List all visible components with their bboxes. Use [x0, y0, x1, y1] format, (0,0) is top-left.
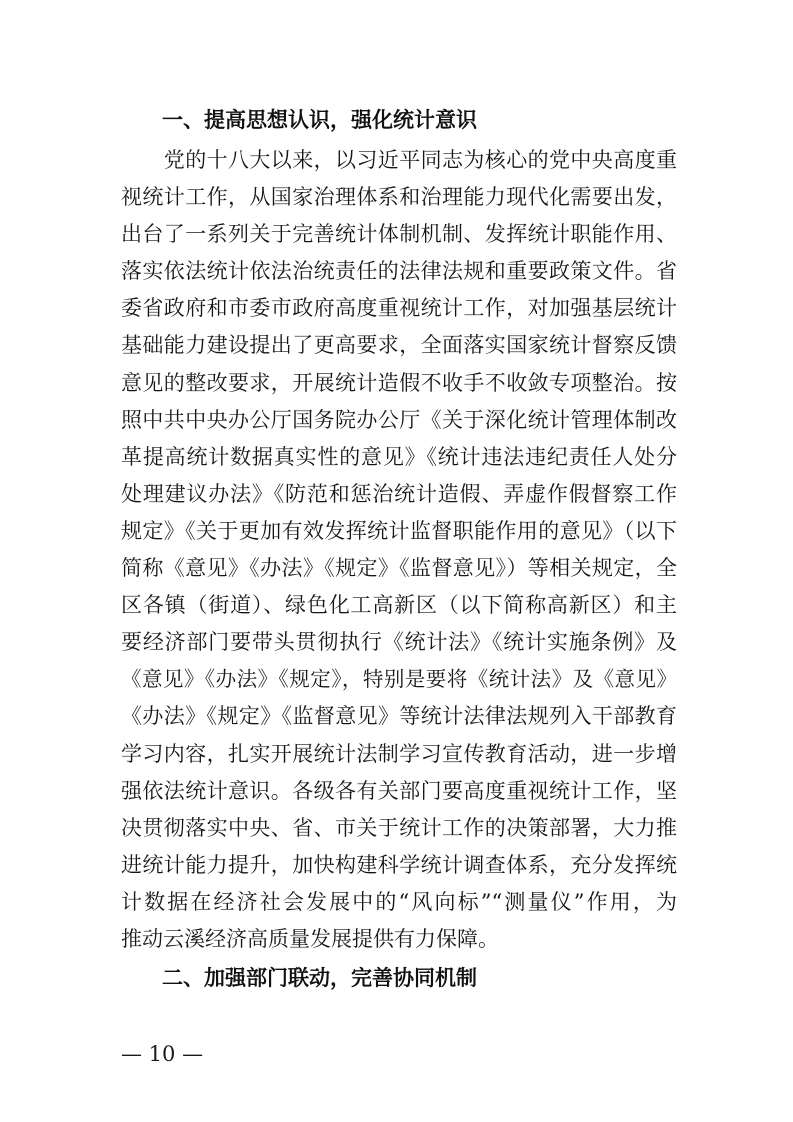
paragraph-line: 革提高统计数据真实性的意见》《统计违法违纪责任人处分 [121, 444, 677, 469]
paragraph-line: 意见的整改要求，开展统计造假不收手不收敛专项整治。按 [121, 370, 677, 395]
paragraph-line: 基础能力建设提出了更高要求，全面落实国家统计督察反馈 [121, 333, 677, 358]
paragraph-line: 要经济部门要带头贯彻执行《统计法》《统计实施条例》及 [121, 630, 677, 655]
paragraph-line: 落实依法统计依法治统责任的法律法规和重要政策文件。省 [121, 259, 677, 284]
paragraph-line: 规定》《关于更加有效发挥统计监督职能作用的意见》（以下 [121, 518, 677, 543]
paragraph-line: 《办法》《规定》《监督意见》等统计法律法规列入干部教育 [121, 704, 677, 729]
paragraph-line: 处理建议办法》《防范和惩治统计造假、弄虚作假督察工作 [121, 481, 677, 506]
paragraph-line: 学习内容，扎实开展统计法制学习宣传教育活动，进一步增 [121, 741, 677, 766]
paragraph-line: 推动云溪经济高质量发展提供有力保障。 [121, 926, 499, 951]
paragraph-line: 照中共中央办公厅国务院办公厅《关于深化统计管理体制改 [121, 407, 677, 432]
paragraph-line: 出台了一系列关于完善统计体制机制、发挥统计职能作用、 [121, 222, 677, 247]
paragraph-line: 简称《意见》《办法》《规定》《监督意见》）等相关规定，全 [121, 556, 677, 581]
paragraph-line: 强依法统计意识。各级各有关部门要高度重视统计工作，坚 [121, 778, 677, 803]
section-heading-2: 二、加强部门联动，完善协同机制 [162, 966, 477, 990]
body-paragraph [121, 142, 677, 958]
section-heading-1: 一、提高思想认识，强化统计意识 [162, 108, 477, 132]
paragraph-line: 进统计能力提升，加快构建科学统计调查体系，充分发挥统 [121, 852, 677, 877]
paragraph-line: 委省政府和市委市政府高度重视统计工作，对加强基层统计 [121, 296, 677, 321]
paragraph-line: 计数据在经济社会发展中的“风向标”“测量仪”作用，为 [121, 889, 677, 914]
paragraph-line: 决贯彻落实中央、省、市关于统计工作的决策部署，大力推 [121, 815, 677, 840]
paragraph-line: 视统计工作，从国家治理体系和治理能力现代化需要出发， [121, 185, 677, 210]
paragraph-line: 区各镇（街道）、绿色化工高新区（以下简称高新区）和主 [121, 593, 677, 618]
paragraph-line: 《意见》《办法》《规定》，特别是要将《统计法》及《意见》 [121, 667, 677, 692]
page-number: — 10 — [121, 1042, 204, 1066]
paragraph-line: 党的十八大以来，以习近平同志为核心的党中央高度重 [121, 148, 677, 172]
